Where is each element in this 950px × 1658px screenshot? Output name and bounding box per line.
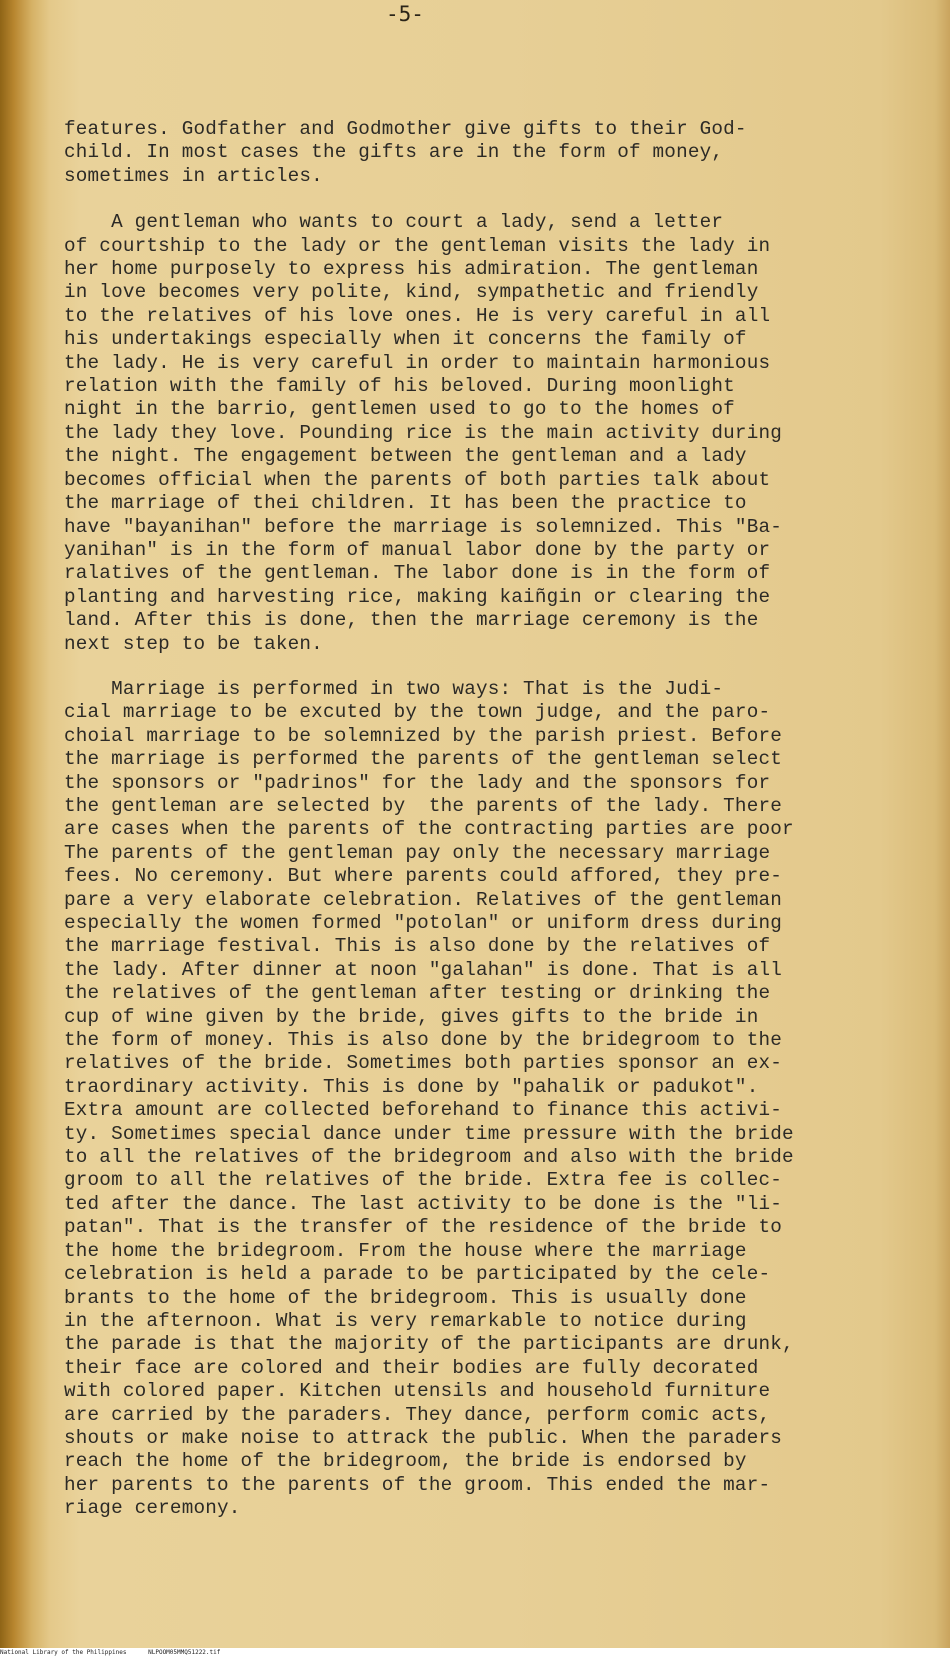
text-line: the gentleman are selected by the parents of the lady. There: [64, 794, 783, 817]
text-line: the relatives of the gentleman after testing or drinking the: [64, 982, 771, 1005]
text-line: with colored paper. Kitchen utensils and household furniture: [64, 1380, 771, 1403]
text-line: ty. Sometimes special dance under time pressure with the bride: [64, 1122, 794, 1145]
text-line: traordinary activity. This is done by "pahalik or padukot".: [64, 1075, 759, 1098]
footer-library: National Library of the Philippines: [0, 1649, 127, 1656]
text-line: the parade is that the majority of the participants are drunk,: [64, 1333, 794, 1356]
text-line: her home purposely to express his admiration. The gentleman: [64, 258, 759, 281]
text-line: relation with the family of his beloved. During moonlight: [64, 375, 735, 398]
text-line: especially the women formed "potolan" or uniform dress during: [64, 912, 783, 934]
text-line: The parents of the gentleman pay only the necessary marriage: [64, 841, 771, 864]
text-line: the home the bridegroom. From the house where the marriage: [64, 1239, 747, 1262]
text-line: sometimes in articles.: [64, 164, 323, 187]
text-line: celebration is held a parade to be participated by the cele-: [64, 1263, 771, 1286]
text-line: her parents to the parents of the groom. This ended the mar-: [64, 1473, 771, 1496]
text-line: in the afternoon. What is very remarkable to notice during: [64, 1309, 747, 1332]
text-line: relatives of the bride. Sometimes both parties sponsor an ex-: [64, 1052, 783, 1075]
paragraph-marriage: [64, 678, 934, 1521]
text-line: the form of money. This is also done by the bridegroom to the: [64, 1029, 783, 1052]
text-line: pare a very elaborate celebration. Relatives of the gentleman: [64, 888, 783, 911]
text-line: to all the relatives of the bridegroom and also with the bride: [64, 1146, 794, 1169]
text-line: ted after the dance. The last activity to be done is the "li-: [64, 1192, 783, 1215]
text-line: in love becomes very polite, kind, sympathetic and friendly: [64, 281, 759, 304]
page-number: -5-: [386, 2, 424, 26]
text-line: yanihan" is in the form of manual labor done by the party or: [64, 538, 771, 561]
scan-footer: [0, 1648, 950, 1658]
text-line: to the relatives of his love ones. He is very careful in all: [64, 304, 771, 327]
text-line: planting and harvesting rice, making kaiñgin or clearing the: [64, 585, 771, 608]
text-line: the sponsors or "padrinos" for the lady and the sponsors for: [64, 771, 771, 794]
text-line: A gentleman who wants to court a lady, send a letter: [64, 211, 724, 234]
text-line: brants to the home of the bridegroom. This is usually done: [64, 1286, 747, 1309]
text-line: shouts or make noise to attrack the public. When the paraders: [64, 1426, 783, 1449]
text-line: groom to all the relatives of the bride. Extra fee is collec-: [64, 1169, 783, 1192]
text-line: are cases when the parents of the contracting parties are poor: [64, 818, 794, 841]
text-line: riage ceremony.: [64, 1497, 241, 1520]
text-line: features. Godfather and Godmother give gifts to their God-: [64, 118, 747, 140]
text-line: the marriage festival. This is also done by the relatives of: [64, 935, 771, 958]
text-line: night in the barrio, gentlemen used to go to the homes of: [64, 398, 735, 421]
text-line: cup of wine given by the bride, gives gifts to the bride in: [64, 1005, 759, 1028]
footer-file-id: NLPOOM05MMQ51222.tif: [148, 1649, 221, 1656]
text-line: Marriage is performed in two ways: That is the Judi-: [64, 677, 724, 700]
text-line: his undertakings especially when it concerns the family of: [64, 328, 747, 351]
text-line: the marriage of thei children. It has been the practice to: [64, 492, 747, 515]
text-line: choial marriage to be solemnized by the parish priest. Before: [64, 724, 783, 747]
text-line: next step to be taken.: [64, 632, 323, 655]
text-line: Extra amount are collected beforehand to finance this activi-: [64, 1099, 783, 1122]
paragraph-godparents: [64, 118, 934, 188]
text-line: ralatives of the gentleman. The labor done is in the form of: [64, 562, 771, 585]
text-line: becomes official when the parents of both parties talk about: [64, 468, 771, 491]
text-line: have "bayanihan" before the marriage is solemnized. This "Ba-: [64, 515, 783, 538]
text-line: their face are colored and their bodies are fully decorated: [64, 1356, 759, 1379]
text-line: fees. No ceremony. But where parents could affored, they pre-: [64, 865, 783, 888]
text-line: the lady. He is very careful in order to maintain harmonious: [64, 351, 771, 374]
text-line: of courtship to the lady or the gentleman visits the lady in: [64, 234, 771, 257]
text-line: the marriage is performed the parents of the gentleman select: [64, 748, 783, 771]
text-line: cial marriage to be excuted by the town judge, and the paro-: [64, 701, 771, 724]
body-text: [64, 118, 934, 1521]
text-line: the night. The engagement between the gentleman and a lady: [64, 445, 747, 468]
text-line: are carried by the paraders. They dance, perform comic acts,: [64, 1403, 771, 1426]
text-line: child. In most cases the gifts are in the form of money,: [64, 141, 724, 164]
text-line: land. After this is done, then the marriage ceremony is the: [64, 609, 759, 632]
paragraph-gap: [64, 188, 934, 211]
text-line: patan". That is the transfer of the residence of the bride to: [64, 1216, 783, 1239]
text-line: reach the home of the bridegroom, the bride is endorsed by: [64, 1450, 747, 1473]
paragraph-gap: [64, 656, 934, 678]
text-line: the lady they love. Pounding rice is the main activity during: [64, 421, 783, 444]
text-line: the lady. After dinner at noon "galahan" is done. That is all: [64, 958, 783, 981]
paragraph-courtship: [64, 211, 934, 656]
